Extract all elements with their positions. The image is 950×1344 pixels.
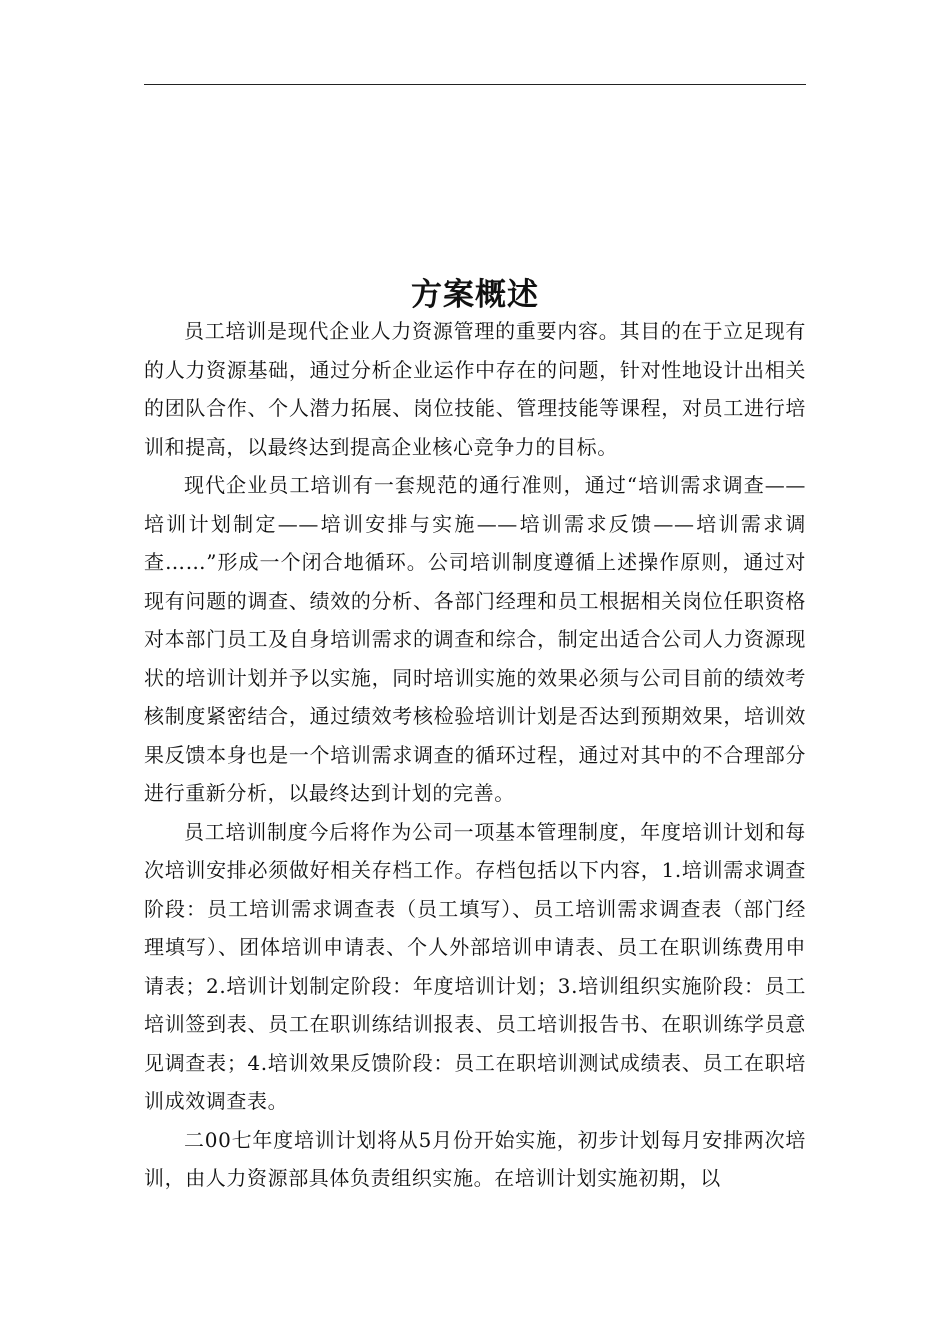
body-text <box>144 312 806 1198</box>
paragraph-training-cycle: 现代企业员工培训有一套规范的通行准则，通过“培训需求调查——培训计划制定——培训安排与实施——培训需求反馈——培训需求调查……”形成一个闭合地循环。公司培训制度遵循上述操作原则，通过对现有问题的调查、绩效的分析、各部门经理和员工根据相关岗位任职资格对本部门员工及自身培训需求的调查和综合，制定出适合公司人力资源现状的培训计划并予以实施，同时培训实施的效果必须与公司目前的绩效考核制度紧密结合，通过绩效考核检验培训计划是否达到预期效果，培训效果反馈本身也是一个培训需求调查的循环过程，通过对其中的不合理部分进行重新分析，以最终达到计划的完善。 <box>144 473 806 805</box>
paragraph-purpose: 员工培训是现代企业人力资源管理的重要内容。其目的在于立足现有的人力资源基础，通过分析企业运作中存在的问题，针对性地设计出相关的团队合作、个人潜力拓展、岗位技能、管理技能等课程，对员工进行培训和提高，以最终达到提高企业核心竞争力的目标。 <box>144 319 806 459</box>
page-title: 方案概述 <box>411 276 539 313</box>
header-rule <box>144 84 806 85</box>
paragraph-annual-plan: 二00七年度培训计划将从5月份开始实施，初步计划每月安排两次培训，由人力资源部具体负责组织实施。在培训计划实施初期，以 <box>144 1127 806 1190</box>
paragraph-archiving: 员工培训制度今后将作为公司一项基本管理制度，年度培训计划和每次培训安排必须做好相关存档工作。存档包括以下内容，1.培训需求调查阶段：员工培训需求调查表（员工填写）、员工培训需求调查表（部门经理填写）、团体培训申请表、个人外部培训申请表、员工在职训练费用申请表；2.培训计划制定阶段：年度培训计划；3.培训组织实施阶段：员工培训签到表、员工在职训练结训报表、员工培训报告书、在职训练学员意见调查表；4.培训效果反馈阶段：员工在职培训测试成绩表、员工在职培训成效调查表。 <box>144 819 806 1113</box>
